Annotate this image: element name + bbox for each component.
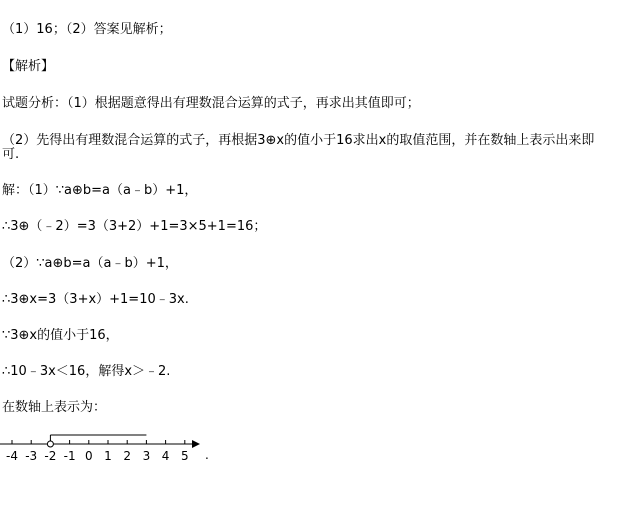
tick-label: 1 [104, 449, 112, 463]
tick-label: 2 [123, 449, 132, 463]
solution-step-2: ∴3⊕（﹣2）=3（3+2）+1=3×5+1=16； [2, 219, 267, 234]
analysis-part2-line1: （2）先得出有理数混合运算的式子，再根据3⊕x的值小于16求出x的取值范围，并在数轴上表示出来即 [2, 133, 595, 148]
tick-label: -2 [44, 449, 57, 463]
number-line [0, 428, 630, 468]
section-header: 【解析】 [2, 59, 55, 74]
tick-label: 4 [161, 449, 170, 463]
solution-step-5: ∵3⊕x的值小于16， [2, 328, 119, 343]
tick-label: 5 [180, 449, 189, 463]
tick-label: -3 [25, 449, 38, 463]
solution-step-1: 解：（1）∵a⊕b=a（a﹣b）+1， [2, 183, 198, 198]
solution-step-4: ∴3⊕x=3（3+x）+1=10﹣3x. [2, 292, 189, 307]
arrow-icon [192, 440, 200, 448]
solution-range [50, 435, 146, 441]
tick-label: 0 [84, 449, 93, 463]
solution-step-6: ∴10﹣3x＜16，解得x＞﹣2. [2, 364, 171, 379]
solution-step-7: 在数轴上表示为： [2, 400, 107, 415]
tick-label: -1 [63, 449, 76, 463]
open-point [47, 441, 53, 447]
tick-label: 3 [142, 449, 151, 463]
analysis-intro: 试题分析：（1）根据题意得出有理数混合运算的式子，再求出其值即可； [2, 96, 420, 111]
tick-label: -4 [6, 449, 18, 463]
solution-step-3: （2）∵a⊕b=a（a﹣b）+1， [2, 256, 178, 271]
answer-line: （1）16；（2）答案见解析； [2, 22, 172, 37]
analysis-part2-line2: 可. [2, 147, 20, 162]
number-line-tail: . [205, 448, 209, 462]
